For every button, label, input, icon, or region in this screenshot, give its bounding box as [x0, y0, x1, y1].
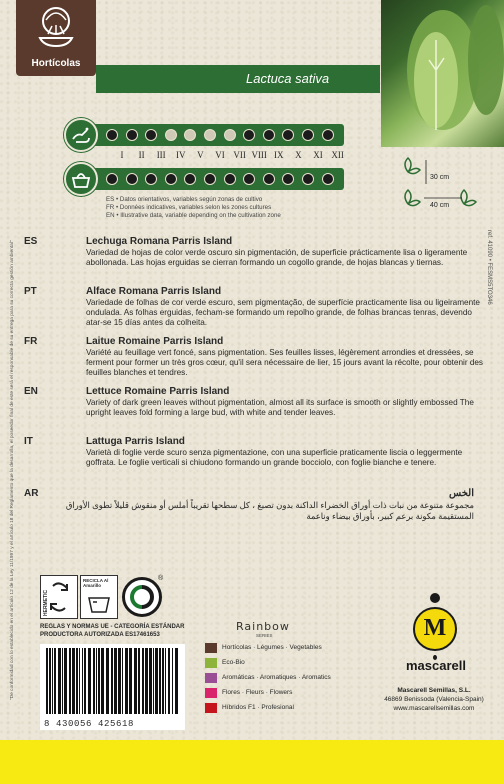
sowing-strip: [90, 124, 344, 146]
variety-title: الخس: [448, 488, 474, 499]
category-label: Hortícolas: [31, 58, 81, 69]
barcode: [40, 644, 185, 730]
hermetic-badge: [40, 575, 78, 619]
month-label: XI: [313, 150, 323, 160]
sowing-calendar-row: [64, 118, 344, 152]
variety-title: Alface Romana Parris Island: [86, 286, 222, 297]
sowing-month-6: [204, 129, 216, 141]
month-label: V: [197, 150, 204, 160]
spacing-diagram: [400, 154, 480, 224]
lang-code: PT: [24, 286, 37, 297]
company-info: [374, 686, 494, 713]
sowing-month-10: [282, 129, 294, 141]
harvest-month-12: [322, 173, 334, 185]
sowing-hand-icon: [64, 118, 98, 152]
lettuce-photo: [381, 0, 504, 147]
yellow-band: [0, 740, 504, 784]
legend-swatch: [205, 673, 217, 683]
lang-code: IT: [24, 436, 33, 447]
month-label: IV: [176, 150, 186, 160]
legend-swatch: [205, 643, 217, 653]
harvest-month-11: [302, 173, 314, 185]
variety-text: Variety of dark green leaves without pigmentation, almost all its surface is smooth or slightly embossed The upright leaves fold forming a large bud, with white and tender leaves.: [86, 398, 474, 417]
month-label: I: [120, 150, 124, 160]
legend-label: Eco-Bio: [222, 659, 245, 666]
latin-name: Lactuca sativa: [246, 71, 330, 86]
month-label: XII: [331, 150, 344, 160]
sowing-month-4: [165, 129, 177, 141]
variety-text: Varietà di foglie verde scuro senza pigmentazione, con una superficie praticamente liscia o leggermente goffrata. Le foglie verticali si chiudono formando un grande bocciolo, con foglie bianche e tenere.: [86, 448, 463, 467]
note-es: ES • Datos orientativos, variables según zonas de cultivo: [106, 196, 263, 203]
legend-swatch: [205, 703, 217, 713]
barcode-number: 8 430056 425618: [44, 719, 135, 729]
harvest-basket-icon: [64, 162, 98, 196]
eu-rules-text: [40, 624, 184, 639]
harvest-month-9: [263, 173, 275, 185]
month-label: X: [295, 150, 302, 160]
harvest-month-3: [145, 173, 157, 185]
lang-code: EN: [24, 386, 38, 397]
legend-label: Híbridos F1 · Profesional: [222, 704, 294, 711]
legend-item: [205, 703, 345, 715]
variety-title: Lattuga Parris Island: [86, 436, 185, 447]
variety-title: Lettuce Romaine Parris Island: [86, 386, 230, 397]
row-spacing: 30 cm: [430, 174, 450, 181]
legend-swatch: [205, 688, 217, 698]
month-label: IX: [274, 150, 284, 160]
harvest-month-1: [106, 173, 118, 185]
recycle-label: RECICLA Al Amarillo: [83, 578, 109, 588]
company-name: Mascarell Semillas, S.L.: [397, 687, 471, 694]
eu-category: REGLAS Y NORMAS UE - CATEGORÍA ESTÁNDAR: [40, 624, 185, 630]
rainbow-series-subtitle: SERIES: [256, 633, 273, 638]
legend-label: Hortícolas · Légumes · Vegetables: [222, 644, 322, 651]
harvest-month-10: [282, 173, 294, 185]
harvest-month-6: [204, 173, 216, 185]
legend-item: [205, 658, 345, 670]
mascarell-logo: [413, 607, 457, 651]
harvest-month-4: [165, 173, 177, 185]
sowing-month-12: [322, 129, 334, 141]
legend-label: Aromáticas · Aromatiques · Aromatics: [222, 674, 331, 681]
month-label: VII: [233, 150, 246, 160]
sowing-month-8: [243, 129, 255, 141]
month-labels: [110, 150, 350, 162]
variety-title: Lechuga Romana Parris Island: [86, 236, 233, 247]
legal-note-vertical: "De conformidad con lo establecido en el artículo 12 de la Ley 11/1997 y el artículo 18 del Reglamento que la desarrolla, el poseedor final de este será el responsable de su entrega para su correcta gestión ambiental": [10, 240, 15, 700]
legend-item: [205, 688, 345, 700]
hermetic-label: HERMETIC: [43, 589, 49, 616]
company-web: www.mascarellsemillas.com: [393, 705, 475, 712]
harvest-month-5: [184, 173, 196, 185]
registered-mark: ®: [158, 575, 164, 582]
harvest-month-7: [224, 173, 236, 185]
harvest-month-2: [126, 173, 138, 185]
month-label: III: [156, 150, 166, 160]
lang-code: AR: [24, 488, 39, 499]
vegetables-icon: [34, 4, 78, 50]
month-label: II: [138, 150, 145, 160]
lang-code: ES: [24, 236, 38, 247]
rainbow-series-title: Rainbow: [236, 620, 290, 633]
brand-dot: [430, 593, 440, 603]
variety-text: مجموعة متنوعة من نبات ذات أوراق الخضراء الداكنة بدون تصبغ ، كل سطحها تقريباً أملس أو منقوش قليلاً تطوى الأوراق المستقيمة مكونة برعم كبير، بأوراق بيضاء وناعمة: [65, 500, 474, 521]
variety-text: Variedade de folhas de cor verde escuro, sem pigmentação, de superfície practicamente lisa ou ligeiramente ondulada. As folhas erguidas, fecham-se formando um repolho grande, de folhas brancas tenras, devendo atar-se 15 días antes da colheita.: [86, 298, 480, 327]
legend-item: [205, 673, 345, 685]
month-label: VIII: [251, 150, 267, 160]
company-address: 46869 Benissoda (Valencia-Spain): [384, 696, 484, 703]
month-label: VI: [215, 150, 225, 160]
reference-code-vertical: ref. 41090 • FESMS5TO346: [486, 230, 492, 305]
species-bar: [96, 65, 380, 93]
brand-name: mascarell: [406, 658, 466, 673]
legend-label: Flores · Fleurs · Flowers: [222, 689, 293, 696]
variety-text: Variedad de hojas de color verde oscuro sin pigmentación, de superficie prácticamente lisa o ligeramente abollonada. Las hojas erguidas se cierran formando un cogollo grande, de hojas blancas y tiernas.: [86, 248, 468, 267]
category-logo: [16, 0, 96, 76]
sowing-month-9: [263, 129, 275, 141]
recycle-badge: [80, 575, 118, 619]
sowing-month-1: [106, 129, 118, 141]
calendar-note: [106, 196, 281, 220]
sowing-month-2: [126, 129, 138, 141]
plant-spacing: 40 cm: [430, 202, 450, 209]
harvest-strip: [90, 168, 344, 190]
legend-swatch: [205, 658, 217, 668]
sowing-month-7: [224, 129, 236, 141]
harvest-month-8: [243, 173, 255, 185]
sowing-month-5: [184, 129, 196, 141]
harvest-calendar-row: [64, 162, 344, 196]
producer-id: PRODUCTORA AUTORIZADA ES17461653: [40, 631, 160, 638]
variety-title: Laitue Romaine Parris Island: [86, 336, 224, 347]
legend-item: [205, 643, 345, 655]
note-en: EN • Illustrative data, variable depending on the cultivation zone: [106, 212, 281, 219]
sowing-month-3: [145, 129, 157, 141]
logo-letter: M: [423, 615, 447, 641]
variety-text: Variété au feuillage vert foncé, sans pigmentation. Ses feuilles lisses, légèrement arrondies et dressées, se ferment pour former un très gros cœur, qu'il sera nécessaire de lier, 15 jours avant la récolte, pour obtenir des feuilles blanches et tendres.: [86, 348, 484, 377]
green-dot-icon: [122, 577, 162, 617]
note-fr: FR • Données indicatives, variables selon les zones cultures: [106, 204, 272, 211]
sowing-month-11: [302, 129, 314, 141]
lang-code: FR: [24, 336, 38, 347]
